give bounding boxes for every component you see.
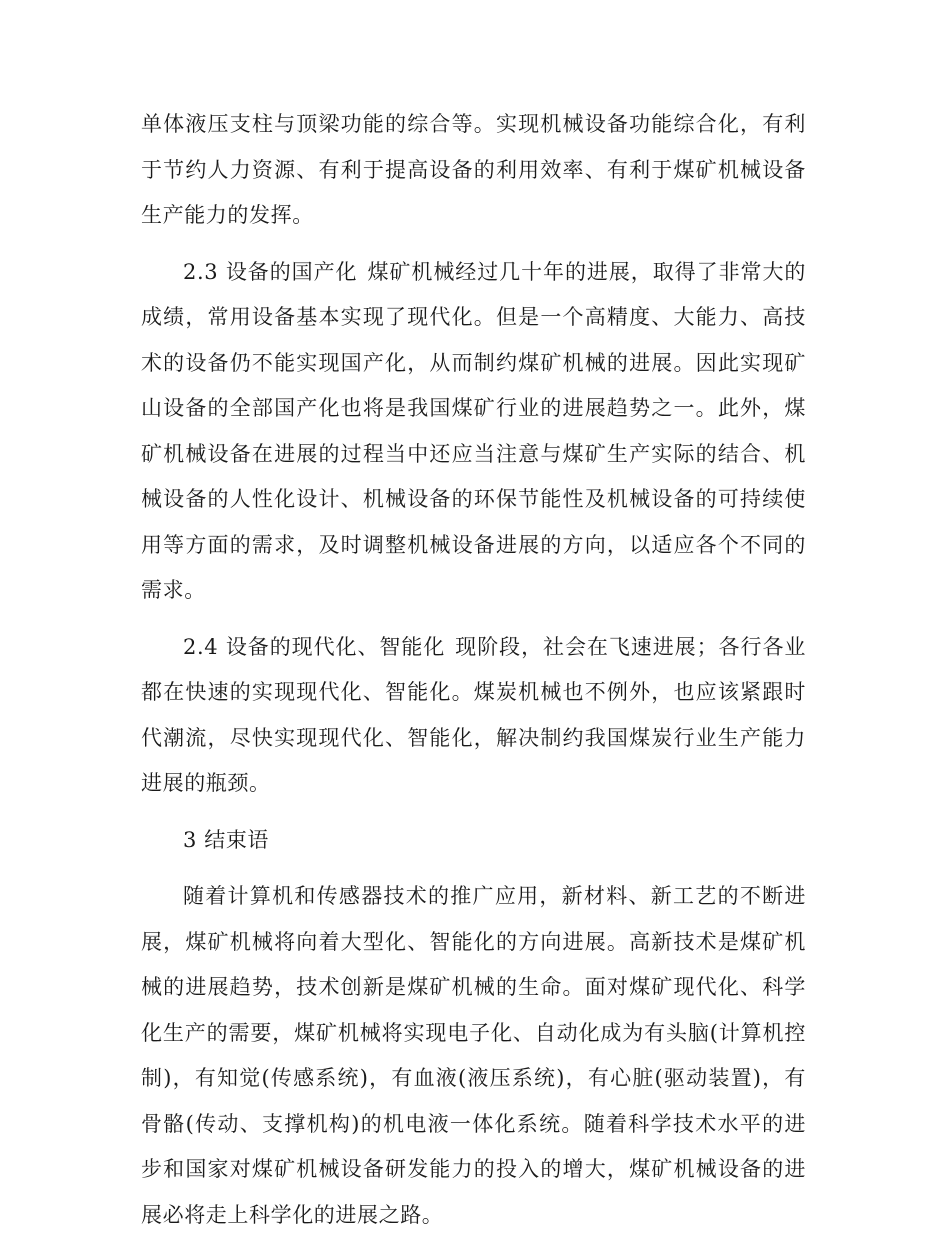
paragraph-text: 单体液压支柱与顶梁功能的综合等。实现机械设备功能综合化，有利于节约人力资源、有利于提高设备的利用效率、有利于煤矿机械设备生产能力的发挥。 — [141, 112, 806, 227]
paragraph-modernization — [141, 625, 806, 807]
section-heading-2-3: 2.3 设备的国产化 — [183, 259, 358, 284]
paragraph-conclusion — [141, 874, 806, 1238]
paragraph-equipment-integration — [141, 102, 806, 239]
paragraph-text: 煤矿机械经过几十年的进展，取得了非常大的成绩，常用设备基本实现了现代化。但是一个高精度、大能力、高技术的设备仍不能实现国产化，从而制约煤矿机械的进展。因此实现矿山设备的全部国产化也将是我国煤矿行业的进展趋势之一。此外，煤矿机械设备在进展的过程当中还应当注意与煤矿生产实际的结合、机械设备的人性化设计、机械设备的环保节能性及机械设备的可持续使用等方面的需求，及时调整机械设备进展的方向，以适应各个不同的需求。 — [141, 259, 807, 602]
section-heading-2-4: 2.4 设备的现代化、智能化 — [183, 634, 446, 659]
section-heading-conclusion — [141, 818, 806, 864]
paragraph-localization — [141, 250, 806, 614]
paragraph-text: 随着计算机和传感器技术的推广应用，新材料、新工艺的不断进展，煤矿机械将向着大型化、智能化的方向进展。高新技术是煤矿机械的进展趋势，技术创新是煤矿机械的生命。面对煤矿现代化、科学化生产的需要，煤矿机械将实现电子化、自动化成为有头脑(计算机控制)，有知觉(传感系统)，有血液(液压系统)，有心脏(驱动装置)，有骨骼(传动、支撑机构)的机电液一体化系统。随着科学技术水平的进步和国家对煤矿机械设备研发能力的投入的增大，煤矿机械设备的进展必将走上科学化的进展之路。 — [141, 884, 806, 1227]
heading-text: 3 结束语 — [183, 827, 270, 852]
paragraph-text: 现阶段，社会在飞速进展；各行各业都在快速的实现现代化、智能化。煤炭机械也不例外，也应该紧跟时代潮流，尽快实现现代化、智能化，解决制约我国煤炭行业生产能力进展的瓶颈。 — [141, 634, 806, 795]
document-body — [141, 102, 806, 1249]
